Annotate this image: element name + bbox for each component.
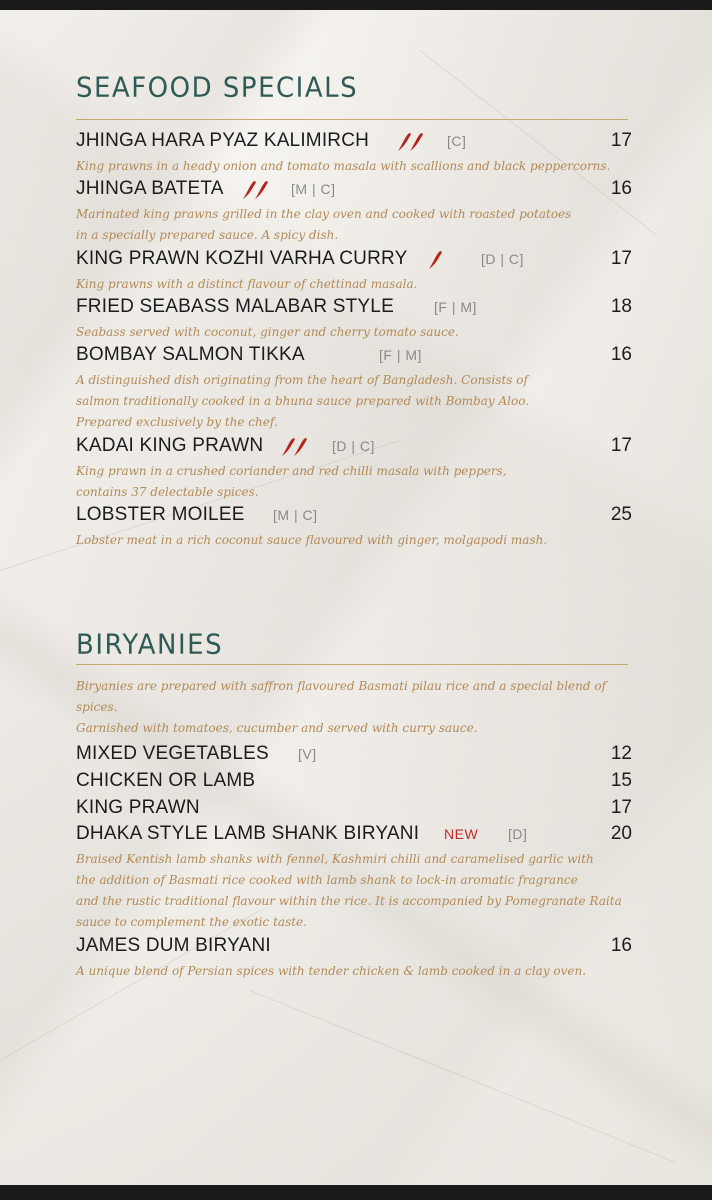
item-name: DHAKA STYLE LAMB SHANK BIRYANI [76, 823, 420, 844]
item-description: King prawn in a crushed coriander and red chilli masala with peppers, contains 37 delectable spices. [76, 464, 507, 499]
dietary-tag: [M | C] [273, 507, 318, 523]
dietary-tag: [D | C] [332, 438, 375, 454]
item-description: A unique blend of Persian spices with tender chicken & lamb cooked in a clay oven. [76, 964, 587, 978]
section-title-biryanies: BIRYANIES [76, 629, 224, 661]
item-description: King prawns with a distinct flavour of chettinad masala. [76, 277, 418, 291]
dietary-tag: [M | C] [291, 181, 336, 197]
section-intro: Biryanies are prepared with saffron flavoured Basmati pilau rice and a special blend of spices. Garnished with tomatoes, cucumber and served with curry sauce. [76, 679, 607, 735]
item-price: 17 [610, 435, 632, 456]
new-badge: NEW [444, 826, 479, 842]
menu-item [76, 248, 632, 295]
dietary-tag: [V] [298, 746, 317, 762]
menu-item [76, 130, 632, 177]
item-description: A distinguished dish originating from the heart of Bangladesh. Consists of salmon traditionally cooked in a bhuna sauce prepared with Bombay Aloo. Prepared exclusively by the chef. [76, 373, 530, 429]
item-price: 16 [610, 935, 632, 956]
marble-vein [250, 990, 677, 1163]
menu-item [76, 178, 632, 246]
item-price: 16 [610, 178, 632, 199]
item-description: King prawns in a heady onion and tomato masala with scallions and black peppercorns. [76, 159, 611, 173]
dietary-tag: [D] [508, 826, 528, 842]
menu-item [76, 344, 632, 433]
item-name: JHINGA HARA PYAZ KALIMIRCH [76, 130, 370, 151]
menu-item [76, 504, 632, 551]
item-name: JAMES DUM BIRYANI [76, 935, 271, 956]
item-name: FRIED SEABASS MALABAR STYLE [76, 296, 394, 317]
section-title-seafood: SEAFOOD SPECIALS [76, 72, 359, 104]
item-price: 12 [610, 743, 632, 764]
menu-item [76, 435, 632, 503]
dietary-tag: [F | M] [434, 299, 477, 315]
item-price: 15 [610, 770, 632, 791]
single-chili-icon [426, 249, 444, 276]
double-chili-icon [394, 131, 426, 158]
menu-item [76, 743, 632, 769]
menu-item [76, 296, 632, 343]
double-chili-icon [278, 436, 310, 463]
dietary-tag: [F | M] [379, 347, 422, 363]
item-name: CHICKEN OR LAMB [76, 770, 256, 791]
dietary-tag: [D | C] [481, 251, 524, 267]
item-price: 18 [610, 296, 632, 317]
double-chili-icon [239, 179, 271, 206]
section-divider [76, 119, 628, 120]
item-name: JHINGA BATETA [76, 178, 224, 199]
item-price: 20 [610, 823, 632, 844]
item-name: KING PRAWN [76, 797, 200, 818]
menu-item [76, 797, 632, 823]
item-description: Marinated king prawns grilled in the clay oven and cooked with roasted potatoes in a specially prepared sauce. A spicy dish. [76, 207, 572, 242]
dietary-tag: [C] [447, 133, 467, 149]
item-description: Seabass served with coconut, ginger and cherry tomato sauce. [76, 325, 459, 339]
item-price: 17 [610, 130, 632, 151]
item-description: Lobster meat in a rich coconut sauce flavoured with ginger, molgapodi mash. [76, 533, 548, 547]
menu-item [76, 770, 632, 796]
item-price: 17 [610, 797, 632, 818]
menu-item [76, 823, 632, 933]
menu-page [0, 10, 712, 1185]
item-price: 17 [610, 248, 632, 269]
item-name: BOMBAY SALMON TIKKA [76, 344, 305, 365]
menu-item [76, 935, 632, 982]
item-name: LOBSTER MOILEE [76, 504, 245, 525]
section-divider [76, 664, 628, 665]
item-price: 16 [610, 344, 632, 365]
item-description: Braised Kentish lamb shanks with fennel, Kashmiri chilli and caramelised garlic with the addition of Basmati rice cooked with lamb shank to lock-in aromatic fragrance and the rustic traditional flavour within the rice. It is accompanied by Pomegranate Raita sauce to complement the exotic taste. [76, 852, 622, 929]
item-name: KADAI KING PRAWN [76, 435, 264, 456]
item-name: KING PRAWN KOZHI VARHA CURRY [76, 248, 408, 269]
item-price: 25 [610, 504, 632, 525]
item-name: MIXED VEGETABLES [76, 743, 269, 764]
